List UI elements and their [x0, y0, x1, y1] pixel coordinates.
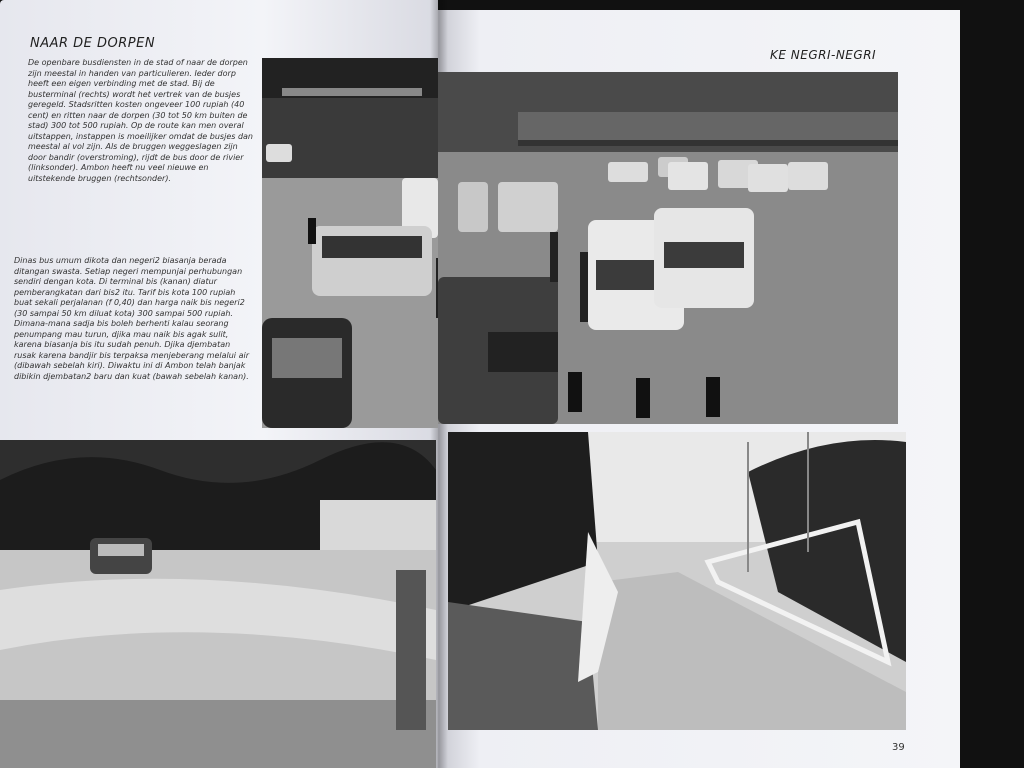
page-number: 39 — [892, 742, 905, 753]
dutch-paragraph: De openbare busdiensten in de stad of naar de dorpen zijn meestal in handen van particulieren. Ieder dorp heeft een eigen verbinding met de stad. Bij de busterminal (rechts) wordt het vertrek van de busjes geregeld. Stadsritten kosten ongeveer 100 rupiah (40 cent) en ritten naar de dorpen (30 tot 50 km buiten de stad) 300 tot 500 rupiah. Op de route kan men overal uitstappen, instappen is moeilijker omdat de busjes dan meestal al vol zijn. Als de bruggen weggeslagen zijn door bandir (overstroming), rijdt de bus door de rivier (linksonder). Ambon heeft nu veel nieuwe en uitstekende bruggen (rechtsonder). — [28, 58, 253, 183]
photo-bus-street — [262, 58, 438, 428]
right-page-header: KE NEGRI-NEGRI — [770, 48, 877, 62]
indonesian-paragraph: Dinas bus umum dikota dan negeri2 biasanja berada ditangan swasta. Setiap negeri mempunjai perhubungan sendiri dengan kota. Di terminal bis (kanan) diatur pemberangkatan dari bis2 itu. Tarif bis kota 100 rupiah buat sekali perjalanan (f 0,40) dan harga naik bis negeri2 (30 sampai 50 km diluat kota) 300 sampai 500 rupiah. Dimana-mana sadja bis boleh berhenti kalau seorang penumpang mau turun, djika mau naik bis agak sulit, karena biasanja bis itu sudah penuh. Djika djembatan rusak karena bandjir bis terpaksa menjeberang melalui air (dibawah sebelah kiri). Diwaktu ini di Ambon telah banjak dibikin djembatan2 baru dan kuat (bawah sebelah kanan). — [14, 256, 249, 381]
photo-bus-terminal — [438, 72, 898, 424]
left-page-header: NAAR DE DORPEN — [30, 36, 156, 51]
photo-bridge — [448, 432, 906, 730]
photo-van-river — [0, 440, 436, 768]
